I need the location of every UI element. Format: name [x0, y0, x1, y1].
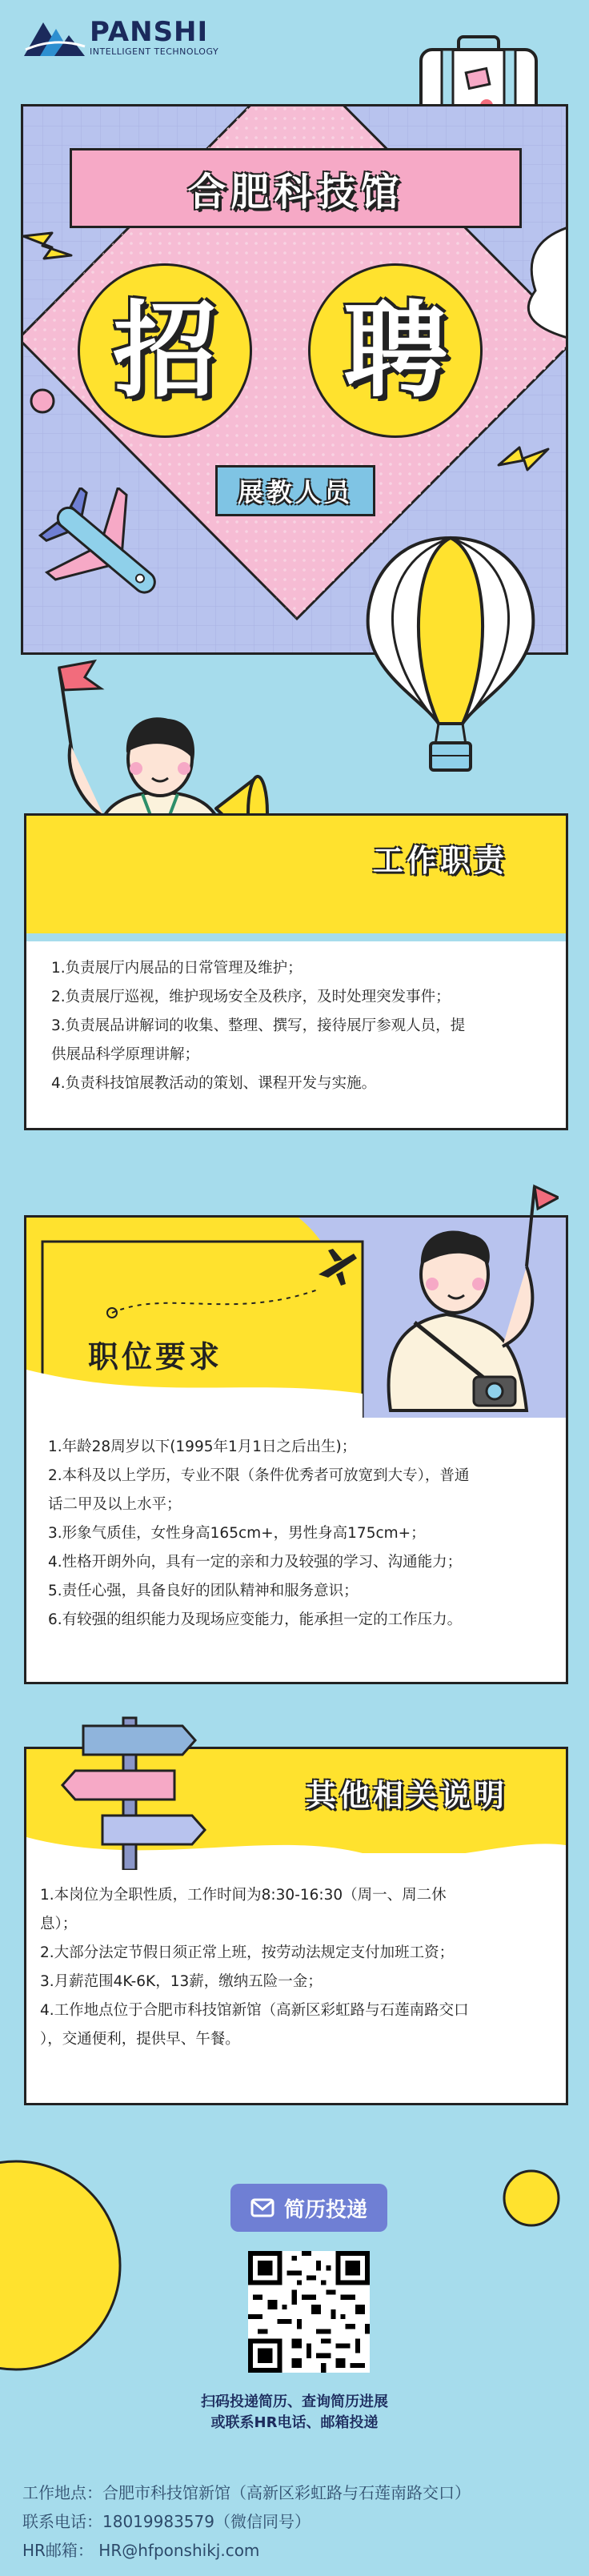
list-item: 2.大部分法定节假日须正常上班，按劳动法规定支付加班工资； — [40, 1944, 455, 1961]
hero-subtitle: 展教人员 — [237, 477, 353, 508]
list-item: 3.负责展品讲解词的收集、整理、撰写，接待展厅参观人员，提 — [51, 1017, 466, 1034]
qr-code[interactable] — [248, 2251, 370, 2373]
hero-char-1: 招 — [112, 290, 217, 411]
hero-title: 合肥科技馆 — [187, 169, 404, 215]
list-item: 3.月薪范围4K-6K，13薪，缴纳五险一金； — [40, 1973, 323, 1990]
list-item: 1.负责展厅内展品的日常管理及维护； — [51, 960, 303, 977]
list-item: 4.负责科技馆展教活动的策划、课程开发与实施。 — [51, 1075, 377, 1092]
brand-tagline: INTELLIGENT TECHNOLOGY — [90, 46, 219, 57]
dotted-path — [104, 1281, 328, 1329]
list-item: 话二甲及以上水平； — [48, 1496, 182, 1513]
list-item: ），交通便利，提供早、午餐。 — [40, 2031, 240, 2048]
list-item: 4.性格开朗外向，具有一定的亲和力及较强的学习、沟通能力； — [48, 1554, 463, 1571]
list-item: 息）； — [40, 1916, 78, 1932]
contact-address: 工作地点：合肥市科技馆新馆（高新区彩虹路与石莲南路交口） — [22, 2483, 471, 2502]
char-circle-2 — [308, 263, 483, 438]
signpost-icon — [54, 1710, 206, 1870]
hot-air-balloon-icon — [359, 532, 543, 780]
lightning-icon — [21, 227, 76, 267]
lightning-icon — [495, 441, 551, 476]
list-item: 供展品科学原理讲解； — [51, 1046, 200, 1063]
list-item: 2.负责展厅巡视，维护现场安全及秩序，及时处理突发事件； — [51, 989, 451, 1005]
duties-list — [51, 954, 465, 1098]
other-list — [40, 1881, 469, 2054]
hero-char-2: 聘 — [343, 290, 447, 411]
list-item: 2.本科及以上学历，专业不限（条件优秀者可放宽到大专），普通 — [48, 1467, 470, 1484]
contact-phone: 联系电话：18019983579（微信同号） — [22, 2512, 311, 2531]
dot-decoration — [28, 387, 57, 415]
cv-submit-label: 简历投递 — [283, 2197, 367, 2222]
qr-caption-line2: 或联系HR电话、邮箱投递 — [210, 2414, 379, 2431]
mail-icon — [250, 2198, 274, 2217]
panshi-logo-icon — [22, 18, 86, 59]
hero-subtitle-box — [215, 465, 375, 516]
yellow-circle-decoration — [0, 2153, 128, 2377]
list-item: 4.工作地点位于合肥市科技馆新馆（高新区彩虹路与石莲南路交口 — [40, 2002, 469, 2019]
char-circle-1 — [78, 263, 252, 438]
requirements-title: 职位要求 — [88, 1339, 223, 1374]
person-camera-illustration — [367, 1170, 559, 1418]
cv-submit-button[interactable] — [230, 2184, 387, 2232]
list-item: 1.本岗位为全职性质，工作时间为8:30-16:30（周一、周二休 — [40, 1887, 447, 1904]
list-item: 3.形象气质佳，女性身高165cm+，男性身高175cm+； — [48, 1525, 426, 1542]
hero-title-box — [70, 148, 522, 228]
list-item: 1.年龄28周岁以下(1995年1月1日之后出生)； — [48, 1438, 357, 1455]
qr-caption-line1: 扫码投递简历、查询简历进展 — [201, 2393, 388, 2410]
airplane-icon — [31, 488, 175, 608]
duties-title: 工作职责 — [373, 843, 508, 878]
other-title: 其他相关说明 — [306, 1778, 508, 1813]
list-item: 6.有较强的组织能力及现场应变能力，能承担一定的工作压力。 — [48, 1611, 463, 1628]
contact-email[interactable]: HR邮箱： HR@hfponshikj.com — [22, 2541, 260, 2560]
brand-name: PANSHI — [90, 16, 209, 48]
list-item: 5.责任心强，具备良好的团队精神和服务意识； — [48, 1583, 359, 1599]
requirements-list — [48, 1433, 469, 1635]
yellow-dot-decoration — [501, 2168, 562, 2229]
